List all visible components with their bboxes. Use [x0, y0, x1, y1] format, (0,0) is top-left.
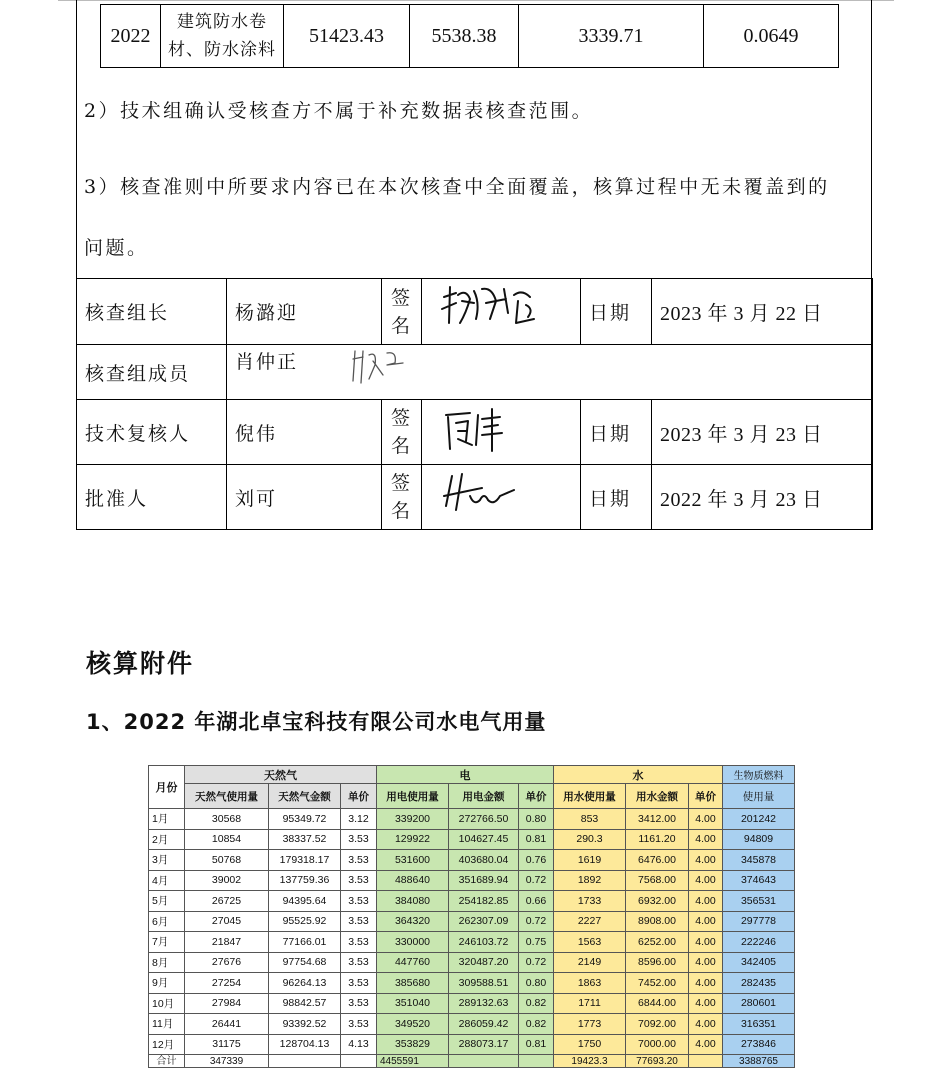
elec-usage-cell: 349520: [377, 1014, 449, 1035]
elec-usage-cell: 339200: [377, 809, 449, 830]
category-cell: 建筑防水卷材、防水涂料: [161, 5, 284, 68]
table-row: [149, 932, 795, 953]
water-price-cell: 4.00: [689, 1034, 723, 1055]
reviewer-row: [77, 400, 873, 465]
month-cell: 8月: [149, 952, 185, 973]
water-usage-cell: 1733: [554, 891, 626, 912]
elec-group-header: 电: [377, 766, 554, 784]
bio-usage-cell: 280601: [723, 993, 795, 1014]
water-usage-cell: 2149: [554, 952, 626, 973]
total-empty: [341, 1055, 377, 1068]
elec-usage-cell: 353829: [377, 1034, 449, 1055]
member-name: 肖仲正: [235, 350, 299, 373]
gas-price-cell: 3.12: [341, 809, 377, 830]
bio-usage-cell: 201242: [723, 809, 795, 830]
leader-name: 杨潞迎: [227, 279, 382, 345]
paragraph-3: 3）核查准则中所要求内容已在本次核查中全面覆盖，核算过程中无未覆盖到的: [84, 176, 830, 198]
bio-usage-cell: 273846: [723, 1034, 795, 1055]
gas-amount-cell: 98842.57: [269, 993, 341, 1014]
gas-amount-cell: 128704.13: [269, 1034, 341, 1055]
elec-amount-cell: 254182.85: [449, 891, 519, 912]
column-header: 单价: [341, 784, 377, 809]
bio-usage-cell: 94809: [723, 829, 795, 850]
water-price-cell: 4.00: [689, 911, 723, 932]
water-usage-cell: 853: [554, 809, 626, 830]
approver-label: 批准人: [77, 465, 227, 530]
gas-price-cell: 3.53: [341, 993, 377, 1014]
elec-usage-cell: 447760: [377, 952, 449, 973]
sign-label: 签 名: [382, 400, 422, 465]
total-label: 合计: [149, 1055, 185, 1068]
water-price-cell: 4.00: [689, 993, 723, 1014]
water-usage-cell: 1619: [554, 850, 626, 871]
bio-usage-cell: 222246: [723, 932, 795, 953]
elec-price-cell: 0.81: [519, 1034, 554, 1055]
bio-usage-cell: 282435: [723, 973, 795, 994]
reviewer-name: 倪伟: [227, 400, 382, 465]
gas-amount-cell: 96264.13: [269, 973, 341, 994]
gas-usage-cell: 31175: [185, 1034, 269, 1055]
leader-label: 核查组长: [77, 279, 227, 345]
elec-price-cell: 0.72: [519, 911, 554, 932]
water-amount-cell: 7092.00: [626, 1014, 689, 1035]
gas-price-cell: 3.53: [341, 932, 377, 953]
elec-usage-cell: 330000: [377, 932, 449, 953]
water-amount-cell: 8908.00: [626, 911, 689, 932]
gas-amount-cell: 95525.92: [269, 911, 341, 932]
total-empty: [269, 1055, 341, 1068]
total-water-amount: 77693.20: [626, 1055, 689, 1068]
date-label: 日期: [581, 400, 652, 465]
gas-price-cell: 3.53: [341, 973, 377, 994]
water-price-cell: 4.00: [689, 850, 723, 871]
water-price-cell: 4.00: [689, 973, 723, 994]
elec-usage-cell: 531600: [377, 850, 449, 871]
production-table: [100, 4, 839, 68]
month-cell: 5月: [149, 891, 185, 912]
leader-row: [77, 279, 873, 345]
elec-price-cell: 0.76: [519, 850, 554, 871]
water-usage-cell: 1863: [554, 973, 626, 994]
table-header-row: [149, 784, 795, 809]
water-price-cell: 4.00: [689, 932, 723, 953]
approver-date: 2022 年 3 月 23 日: [652, 465, 873, 530]
bio-usage-cell: 297778: [723, 911, 795, 932]
table-row: [149, 809, 795, 830]
bio-usage-cell: 356531: [723, 891, 795, 912]
water-amount-cell: 6476.00: [626, 850, 689, 871]
month-cell: 3月: [149, 850, 185, 871]
table-row: [101, 5, 839, 68]
elec-amount-cell: 309588.51: [449, 973, 519, 994]
elec-price-cell: 0.75: [519, 932, 554, 953]
elec-usage-cell: 364320: [377, 911, 449, 932]
column-header: 天然气使用量: [185, 784, 269, 809]
elec-amount-cell: 289132.63: [449, 993, 519, 1014]
elec-price-cell: 0.80: [519, 809, 554, 830]
water-amount-cell: 3412.00: [626, 809, 689, 830]
leader-signature: [422, 279, 581, 345]
gas-usage-cell: 27045: [185, 911, 269, 932]
gas-usage-cell: 21847: [185, 932, 269, 953]
elec-price-cell: 0.82: [519, 1014, 554, 1035]
attachment-title: 核算附件: [86, 649, 195, 678]
paragraph-3-cont: 问题。: [84, 237, 149, 259]
member-row: [77, 345, 873, 400]
total-water: 19423.3: [554, 1055, 626, 1068]
table-row: [149, 850, 795, 871]
column-header: 单价: [519, 784, 554, 809]
elec-amount-cell: 246103.72: [449, 932, 519, 953]
gas-usage-cell: 50768: [185, 850, 269, 871]
approver-signature: [422, 465, 581, 530]
column-header: 使用量: [723, 784, 795, 809]
elec-price-cell: 0.81: [519, 829, 554, 850]
gas-price-cell: 3.53: [341, 829, 377, 850]
month-header: 月份: [149, 766, 185, 809]
elec-price-cell: 0.82: [519, 993, 554, 1014]
water-usage-cell: 1711: [554, 993, 626, 1014]
gas-usage-cell: 10854: [185, 829, 269, 850]
leader-date: 2023 年 3 月 22 日: [652, 279, 873, 345]
water-amount-cell: 7000.00: [626, 1034, 689, 1055]
water-price-cell: 4.00: [689, 870, 723, 891]
month-cell: 12月: [149, 1034, 185, 1055]
month-cell: 6月: [149, 911, 185, 932]
table-row: [149, 829, 795, 850]
month-cell: 9月: [149, 973, 185, 994]
gas-usage-cell: 27984: [185, 993, 269, 1014]
elec-amount-cell: 288073.17: [449, 1034, 519, 1055]
total-elec: 4455591: [377, 1055, 449, 1068]
sign-label: 签 名: [382, 279, 422, 345]
usage-table-body: [149, 809, 795, 1055]
column-header: 单价: [689, 784, 723, 809]
water-usage-cell: 1892: [554, 870, 626, 891]
water-price-cell: 4.00: [689, 809, 723, 830]
month-cell: 4月: [149, 870, 185, 891]
bio-usage-cell: 316351: [723, 1014, 795, 1035]
water-usage-cell: 2227: [554, 911, 626, 932]
water-usage-cell: 1750: [554, 1034, 626, 1055]
elec-price-cell: 0.80: [519, 973, 554, 994]
reviewer-date: 2023 年 3 月 23 日: [652, 400, 873, 465]
elec-amount-cell: 272766.50: [449, 809, 519, 830]
reviewer-signature: [422, 400, 581, 465]
gas-price-cell: 3.53: [341, 870, 377, 891]
member-name-cell: [227, 345, 873, 400]
water-price-cell: 4.00: [689, 891, 723, 912]
month-cell: 10月: [149, 993, 185, 1014]
column-header: 用电使用量: [377, 784, 449, 809]
elec-amount-cell: 286059.42: [449, 1014, 519, 1035]
column-header: 用水使用量: [554, 784, 626, 809]
water-price-cell: 4.00: [689, 1014, 723, 1035]
total-bio: 3388765: [723, 1055, 795, 1068]
water-amount-cell: 6844.00: [626, 993, 689, 1014]
gas-usage-cell: 39002: [185, 870, 269, 891]
water-amount-cell: 7568.00: [626, 870, 689, 891]
gas-price-cell: 4.13: [341, 1034, 377, 1055]
gas-amount-cell: 77166.01: [269, 932, 341, 953]
elec-usage-cell: 384080: [377, 891, 449, 912]
gas-usage-cell: 26725: [185, 891, 269, 912]
water-amount-cell: 1161.20: [626, 829, 689, 850]
elec-amount-cell: 403680.04: [449, 850, 519, 871]
water-amount-cell: 6252.00: [626, 932, 689, 953]
date-label: 日期: [581, 465, 652, 530]
elec-amount-cell: 104627.45: [449, 829, 519, 850]
gas-amount-cell: 94395.64: [269, 891, 341, 912]
value-cell: 51423.43: [284, 5, 410, 68]
total-gas: 347339: [185, 1055, 269, 1068]
date-label: 日期: [581, 279, 652, 345]
value-cell: 3339.71: [519, 5, 704, 68]
table-row: [149, 993, 795, 1014]
handwritten-signature: [422, 401, 572, 459]
table-row: [149, 870, 795, 891]
approver-row: [77, 465, 873, 530]
paragraph-2: 2）技术组确认受核查方不属于补充数据表核查范围。: [84, 100, 594, 122]
month-cell: 11月: [149, 1014, 185, 1035]
elec-amount-cell: 320487.20: [449, 952, 519, 973]
bio-group-header: 生物质燃料: [723, 766, 795, 784]
elec-amount-cell: 351689.94: [449, 870, 519, 891]
sign-label: 签 名: [382, 465, 422, 530]
month-cell: 2月: [149, 829, 185, 850]
gas-price-cell: 3.53: [341, 911, 377, 932]
elec-price-cell: 0.72: [519, 952, 554, 973]
handwritten-signature: [422, 279, 572, 339]
table-row: [149, 1034, 795, 1055]
water-group-header: 水: [554, 766, 723, 784]
handwritten-signature: [422, 466, 572, 524]
gas-amount-cell: 38337.52: [269, 829, 341, 850]
water-usage-cell: 1773: [554, 1014, 626, 1035]
bio-usage-cell: 345878: [723, 850, 795, 871]
gas-price-cell: 3.53: [341, 1014, 377, 1035]
water-amount-cell: 8596.00: [626, 952, 689, 973]
gas-amount-cell: 95349.72: [269, 809, 341, 830]
handwritten-signature: [347, 345, 417, 389]
elec-usage-cell: 129922: [377, 829, 449, 850]
column-header: 用电金额: [449, 784, 519, 809]
bio-usage-cell: 374643: [723, 870, 795, 891]
gas-amount-cell: 137759.36: [269, 870, 341, 891]
member-label: 核查组成员: [77, 345, 227, 400]
water-price-cell: 4.00: [689, 829, 723, 850]
reviewer-label: 技术复核人: [77, 400, 227, 465]
table-row: [149, 952, 795, 973]
water-price-cell: 4.00: [689, 952, 723, 973]
usage-table: [148, 765, 795, 1068]
elec-usage-cell: 351040: [377, 993, 449, 1014]
gas-group-header: 天然气: [185, 766, 377, 784]
column-header: 天然气金额: [269, 784, 341, 809]
elec-amount-cell: 262307.09: [449, 911, 519, 932]
approver-name: 刘可: [227, 465, 382, 530]
table-row: [149, 891, 795, 912]
gas-amount-cell: 97754.68: [269, 952, 341, 973]
total-row: [149, 1055, 795, 1068]
gas-price-cell: 3.53: [341, 850, 377, 871]
table-header-row: [149, 766, 795, 784]
table-row: [149, 973, 795, 994]
gas-price-cell: 3.53: [341, 891, 377, 912]
gas-amount-cell: 179318.17: [269, 850, 341, 871]
month-cell: 7月: [149, 932, 185, 953]
table-row: [149, 1014, 795, 1035]
month-cell: 1月: [149, 809, 185, 830]
total-empty: [449, 1055, 519, 1068]
elec-usage-cell: 385680: [377, 973, 449, 994]
elec-price-cell: 0.66: [519, 891, 554, 912]
gas-usage-cell: 27254: [185, 973, 269, 994]
water-amount-cell: 6932.00: [626, 891, 689, 912]
gas-usage-cell: 26441: [185, 1014, 269, 1035]
water-amount-cell: 7452.00: [626, 973, 689, 994]
elec-usage-cell: 488640: [377, 870, 449, 891]
total-empty: [519, 1055, 554, 1068]
value-cell: 0.0649: [704, 5, 839, 68]
water-usage-cell: 290.3: [554, 829, 626, 850]
total-empty: [689, 1055, 723, 1068]
year-cell: 2022: [101, 5, 161, 68]
gas-amount-cell: 93392.52: [269, 1014, 341, 1035]
table-row: [149, 911, 795, 932]
bio-usage-cell: 342405: [723, 952, 795, 973]
section-title: 1、2022 年湖北卓宝科技有限公司水电气用量: [86, 710, 547, 734]
gas-usage-cell: 27676: [185, 952, 269, 973]
signoff-table: [76, 278, 873, 530]
elec-price-cell: 0.72: [519, 870, 554, 891]
water-usage-cell: 1563: [554, 932, 626, 953]
column-header: 用水金额: [626, 784, 689, 809]
gas-price-cell: 3.53: [341, 952, 377, 973]
gas-usage-cell: 30568: [185, 809, 269, 830]
value-cell: 5538.38: [410, 5, 519, 68]
